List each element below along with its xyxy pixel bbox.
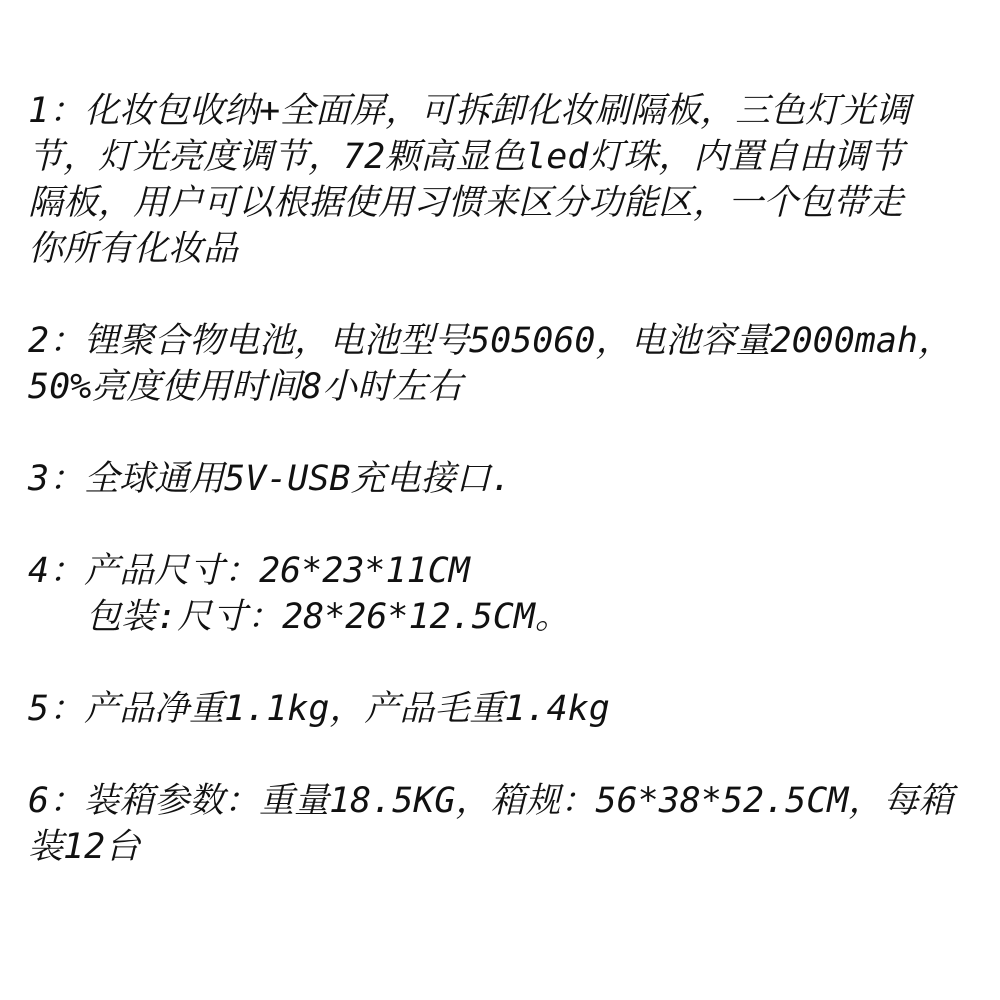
spec-line: 2：锂聚合物电池，电池型号505060，电池容量2000mah， [28,321,954,361]
spec-item-3 [28,456,978,502]
spec-line: 隔板，用户可以根据使用习惯来区分功能区，一个包带走 [28,183,904,223]
spec-item-4 [28,548,978,640]
spec-line: 你所有化妆品 [28,229,239,269]
spec-line: 节，灯光亮度调节，72颗高显色led灯珠，内置自由调节 [28,137,904,177]
paragraph-gap [28,410,978,456]
spec-line: 6：装箱参数：重量18.5KG，箱规：56*38*52.5CM，每箱 [28,781,954,821]
spec-document [28,88,978,870]
paragraph-gap [28,640,978,686]
spec-line: 4：产品尺寸：26*23*11CM [28,551,470,591]
spec-line: 1：化妆包收纳+全面屏，可拆卸化妆刷隔板，三色灯光调 [28,91,911,131]
spec-item-5 [28,686,978,732]
spec-item-6 [28,778,978,870]
spec-item-2 [28,318,978,410]
spec-line: 装12台 [28,827,141,867]
paragraph-gap [28,272,978,318]
spec-line: 3：全球通用5V-USB充电接口. [28,459,512,499]
paragraph-gap [28,502,978,548]
spec-line-indented: 包装:尺寸：28*26*12.5CM。 [86,597,570,637]
spec-line: 5：产品净重1.1kg，产品毛重1.4kg [28,689,610,729]
spec-item-1 [28,88,978,272]
spec-line: 50%亮度使用时间8小时左右 [28,367,463,407]
paragraph-gap [28,732,978,778]
